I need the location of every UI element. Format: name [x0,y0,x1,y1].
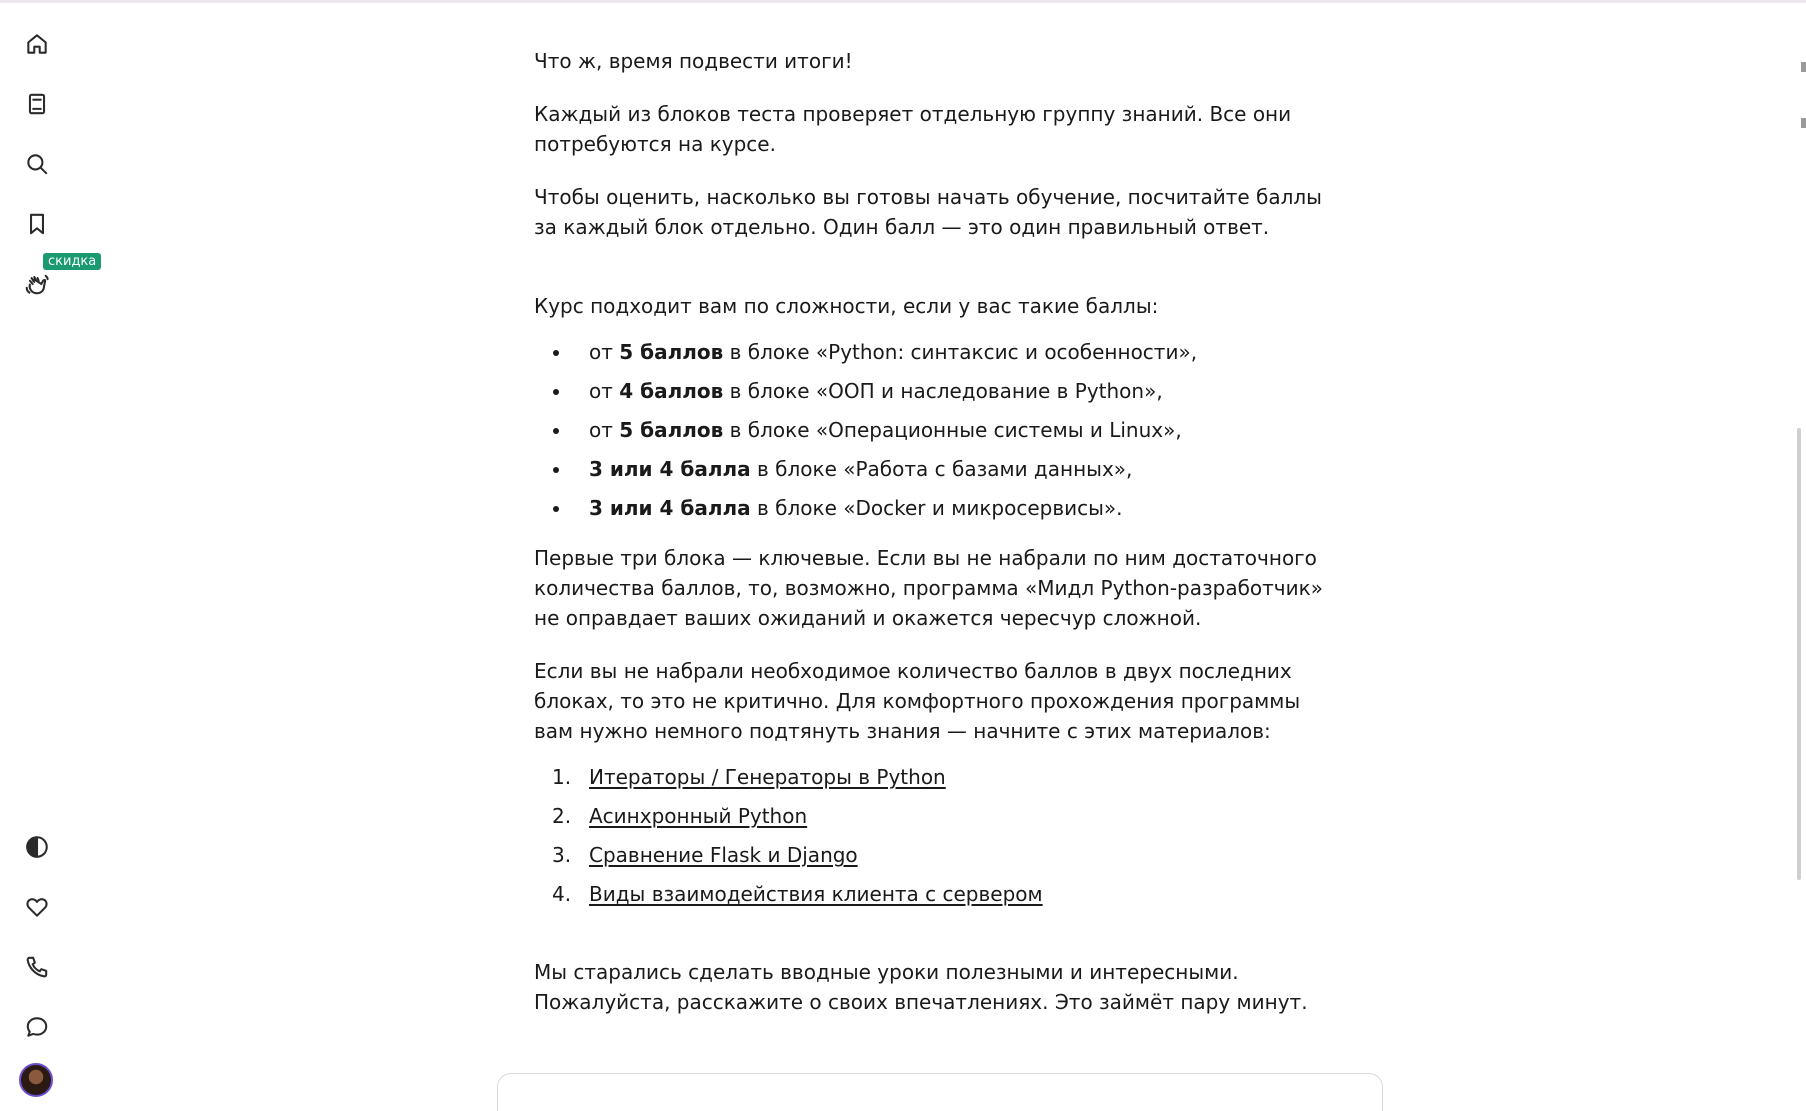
summary-heading: Что ж, время подвести итоги! [534,49,853,73]
sidebar-item-home[interactable] [17,24,57,64]
requirements-list [534,337,1344,523]
paragraph-blocks: Каждый из блоков теста проверяет отдельную группу знаний. Все они потребуются на курсе. [534,102,1292,156]
sidebar-item-bookmarks[interactable] [17,204,57,244]
sidebar-item-book[interactable] [17,84,57,124]
list-item: от 5 баллов в блоке «Python: синтаксис и особенности», [534,337,1344,367]
spacer [534,265,1344,291]
contrast-icon [24,834,50,860]
list-item: от 4 баллов в блоке «ООП и наследование в Python», [534,376,1344,406]
spacer [534,939,1344,957]
discount-badge: скидка [43,253,101,270]
paragraph-key-blocks: Первые три блока — ключевые. Если вы не набрали по ним достаточного количества баллов, то, возможно, программа «Мидл Python-разработчик» не оправдает ваших ожиданий и окажется чересчур сложной. [534,546,1323,630]
edge-marker [1801,118,1806,128]
materials-list [534,762,1344,909]
book-icon [24,91,50,117]
paragraph-materials-intro: Если вы не набрали необходимое количество баллов в двух последних блоках, то это не критично. Для комфортного прохождения программы вам нужно немного подтянуть знания — начните с этих материалов: [534,659,1301,743]
link-client-server[interactable]: Виды взаимодействия клиента с сервером [589,882,1043,906]
sidebar-item-search[interactable] [17,144,57,184]
paragraph-feedback: Мы старались сделать вводные уроки полезными и интересными. Пожалуйста, расскажите о своих впечатлениях. Это займёт пару минут. [534,960,1308,1014]
sidebar-item-phone[interactable] [17,947,57,987]
sidebar-item-theme[interactable] [17,827,57,867]
search-icon [24,151,50,177]
bookmark-icon [24,211,50,237]
link-async-python[interactable]: Асинхронный Python [589,804,808,828]
heart-icon [24,894,50,920]
sidebar-item-favorites[interactable] [17,887,57,927]
home-icon [24,31,50,57]
list-item: 3 или 4 балла в блоке «Docker и микросервисы». [534,493,1344,523]
sidebar-item-discount[interactable] [17,264,57,304]
list-item: 3. Сравнение Flask и Django [552,843,858,867]
top-divider [0,0,1806,3]
list-item: от 5 баллов в блоке «Операционные системы и Linux», [534,415,1344,445]
chat-icon [24,1014,50,1040]
list-item: 4. Виды взаимодействия клиента с сервером [552,882,1043,906]
edge-marker [1801,62,1806,72]
list-item: 3 или 4 балла в блоке «Работа с базами данных», [534,454,1344,484]
list-item: 1. Итераторы / Генераторы в Python [552,765,946,789]
avatar[interactable] [19,1063,53,1097]
list-item: 2. Асинхронный Python [552,804,808,828]
sidebar [0,0,97,1111]
link-iterators-generators[interactable]: Итераторы / Генераторы в Python [589,765,946,789]
lesson-content [534,46,1344,1040]
scrollbar-thumb[interactable] [1797,428,1801,880]
paragraph-criteria-intro: Курс подходит вам по сложности, если у вас такие баллы: [534,294,1159,318]
link-flask-vs-django[interactable]: Сравнение Flask и Django [589,843,858,867]
phone-icon [24,954,50,980]
feedback-card[interactable] [497,1073,1383,1111]
paragraph-scoring: Чтобы оценить, насколько вы готовы начать обучение, посчитайте баллы за каждый блок отдельно. Один балл — это один правильный ответ. [534,185,1322,239]
sidebar-item-chat[interactable] [17,1007,57,1047]
hand-wave-icon [24,271,50,297]
